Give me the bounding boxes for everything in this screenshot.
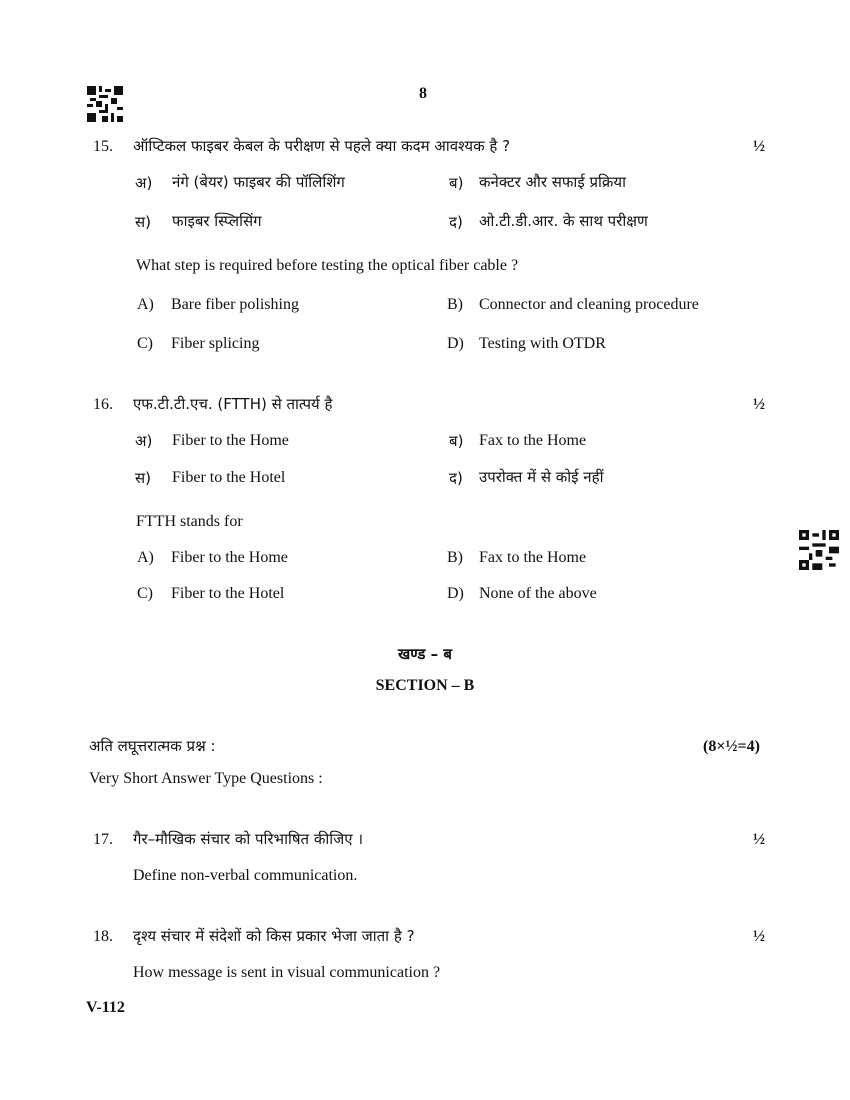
- option-text: Testing with OTDR: [479, 335, 606, 352]
- option-label: B): [447, 549, 463, 566]
- question-marks: ½: [753, 831, 765, 848]
- question-number: 15.: [93, 138, 113, 155]
- option-label: अ): [135, 174, 153, 192]
- question-text-english: FTTH stands for: [136, 513, 243, 530]
- footer-code: V-112: [86, 999, 125, 1016]
- option-label: B): [447, 296, 463, 313]
- option-text: None of the above: [479, 585, 597, 602]
- option-label: A): [137, 296, 154, 313]
- question-number: 16.: [93, 396, 113, 413]
- page-number: 8: [419, 85, 427, 102]
- option-label: स): [135, 213, 151, 231]
- section-title-english: SECTION – B: [375, 677, 475, 694]
- question-text-english: Define non-verbal communication.: [133, 867, 358, 884]
- option-text: Fiber to the Hotel: [172, 469, 286, 486]
- option-label: अ): [135, 432, 153, 450]
- option-label: स): [135, 469, 151, 487]
- qr-code-side: [799, 530, 839, 570]
- option-label: C): [137, 585, 153, 602]
- question-text-english: What step is required before testing the optical fiber cable ?: [136, 257, 519, 274]
- option-text: फाइबर स्प्लिसिंग: [172, 212, 262, 230]
- option-label: ब): [449, 432, 464, 450]
- option-label: D): [447, 585, 464, 602]
- option-text: ओ.टी.डी.आर. के साथ परीक्षण: [479, 212, 648, 230]
- option-text: Fiber splicing: [171, 335, 260, 352]
- section-instruction-hindi: अति लघूत्तरात्मक प्रश्न :: [89, 737, 216, 755]
- option-label: C): [137, 335, 153, 352]
- question-marks: ½: [753, 396, 765, 413]
- question-text-hindi: दृश्य संचार में संदेशों को किस प्रकार भेजा जाता है ?: [133, 927, 415, 945]
- option-text: Bare fiber polishing: [171, 296, 299, 313]
- option-text: Fax to the Home: [479, 549, 587, 566]
- option-label: D): [447, 335, 464, 352]
- option-text: Fiber to the Home: [171, 549, 288, 566]
- question-text-hindi: एफ.टी.टी.एच. (FTTH) से तात्पर्य है: [133, 395, 333, 413]
- section-instruction-english: Very Short Answer Type Questions :: [89, 770, 323, 787]
- option-text: कनेक्टर और सफाई प्रक्रिया: [479, 173, 626, 191]
- question-text-hindi: गैर–मौखिक संचार को परिभाषित कीजिए ।: [133, 830, 364, 848]
- option-label: द): [449, 213, 463, 231]
- option-text: Fax to the Home: [479, 432, 587, 449]
- question-number: 18.: [93, 928, 113, 945]
- qr-code-top: [87, 86, 123, 122]
- question-text-english: How message is sent in visual communication ?: [133, 964, 441, 981]
- option-text: उपरोक्त में से कोई नहीं: [479, 468, 604, 486]
- question-text-hindi: ऑप्टिकल फाइबर केबल के परीक्षण से पहले क्या कदम आवश्यक है ?: [133, 137, 511, 155]
- option-label: द): [449, 469, 463, 487]
- question-marks: ½: [753, 138, 765, 155]
- option-label: A): [137, 549, 154, 566]
- option-text: Fiber to the Home: [172, 432, 289, 449]
- option-label: ब): [449, 174, 464, 192]
- option-text: नंगे (बेयर) फाइबर की पॉलिशिंग: [172, 173, 345, 191]
- question-marks: ½: [753, 928, 765, 945]
- section-marks: (8×½=4): [703, 738, 760, 755]
- option-text: Connector and cleaning procedure: [479, 296, 699, 313]
- question-number: 17.: [93, 831, 113, 848]
- section-title-hindi: खण्ड – ब: [398, 645, 452, 663]
- option-text: Fiber to the Hotel: [171, 585, 285, 602]
